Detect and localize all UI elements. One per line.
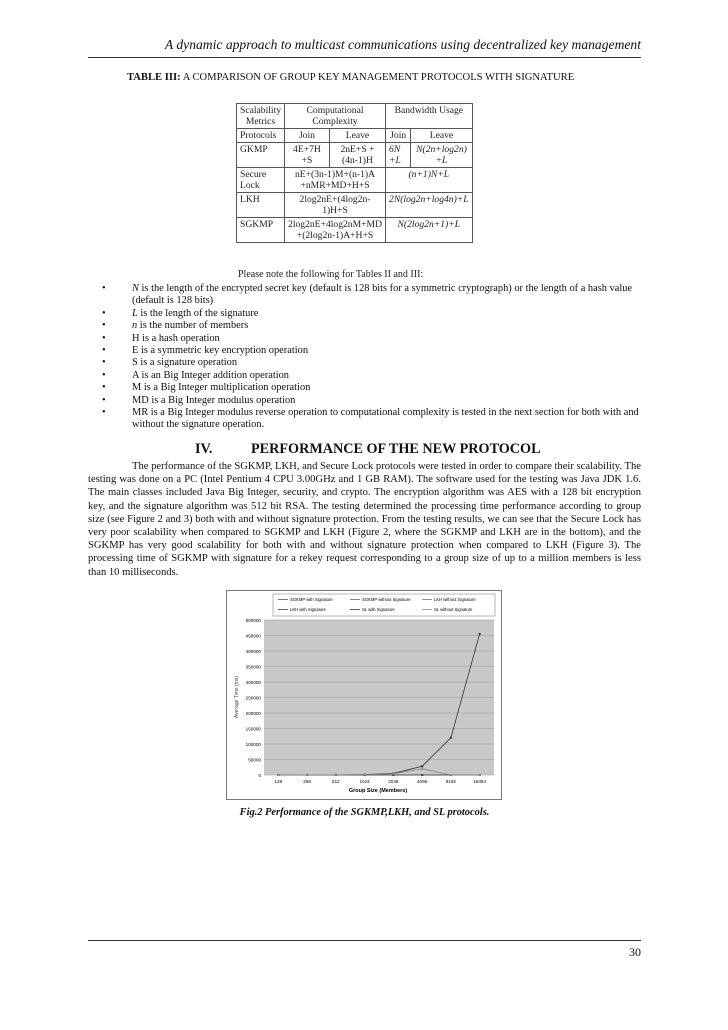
y-axis-label: Average Time (ms) [234,675,240,719]
bullet-text: E is a symmetric key encryption operation [132,345,309,357]
y-tick-label: 250000 [245,695,261,701]
th-join: Join [285,129,330,143]
table-caption [127,72,574,83]
list-item [88,308,643,320]
cell-comp-leave: 2nE+S +(4n-1)H [329,143,385,168]
table-caption-label: TABLE III: [127,72,181,83]
data-point [479,774,481,776]
data-point [421,768,423,770]
data-point [335,774,337,776]
legend-label: SGKMP with Signature [290,597,333,602]
data-point [392,773,394,775]
y-tick-label: 500000 [245,617,261,623]
x-axis-label: Group Size (Members) [348,788,408,794]
cell-bw-join: 6N +L [386,143,411,168]
x-tick-label: 128 [274,779,283,784]
cell-bw-leave: N(2n+log2n) +L [411,143,472,168]
table-caption-text: A COMPARISON OF GROUP KEY MANAGEMENT PROTOCOLS WITH SIGNATURE [180,72,575,83]
x-tick-label: 256 [303,779,311,784]
y-tick-label: 200000 [245,710,261,716]
bullet-text: M is a Big Integer multiplication operation [132,382,311,394]
bullet-text: is the length of the encrypted secret key (default is 128 bits for a symmetric cryptograph) or the length of a hash value (default is 128 bits) [132,283,633,307]
th-bandwidth: Bandwidth Usage [386,104,473,129]
cell-protocol: LKH [237,193,285,218]
section-heading [195,441,541,458]
cell-comp: 2log2nE+(4log2n-1)H+S [285,193,386,218]
list-item [88,407,643,432]
th-leave: Leave [329,129,385,143]
cell-bw: N(2log2n+1)+L [386,218,473,243]
definition-list [88,283,643,432]
cell-protocol: Secure Lock [237,168,285,193]
cell-comp: 2log2nE+4log2nM+MD +(2log2n-1)A+H+S [285,218,386,243]
performance-chart [226,590,502,800]
table-row [237,193,473,218]
cell-protocol: GKMP [237,143,285,168]
x-tick-label: 1024 [359,779,370,784]
bullet-var: n [132,320,138,332]
legend-label: SL without Signature [434,607,473,612]
table-subheader-row [237,129,473,143]
page-number: 30 [629,945,641,959]
bullet-text: is the number of members [137,320,249,332]
list-item [88,395,643,407]
legend-label: SL with Signature [362,607,395,612]
section-title: PERFORMANCE OF THE NEW PROTOCOL [251,441,541,457]
list-item [88,283,643,308]
bullet-text: H is a hash operation [132,332,220,344]
th-scalability: Scalability Metrics [237,104,285,129]
cell-comp: nE+(3n-1)M+(n-1)A +nMR+MD+H+S [285,168,386,193]
comparison-table [236,103,473,243]
data-point [450,737,452,739]
table-header-row [237,104,473,129]
data-point [421,765,423,767]
x-tick-label: 8192 [445,779,456,784]
th-leave-bw: Leave [411,129,472,143]
data-point [306,774,308,776]
th-computational: Computational Complexity [285,104,386,129]
cell-bw: (n+1)N+L [386,168,473,193]
x-tick-label: 512 [332,779,340,784]
section-number: IV. [195,441,213,457]
data-point [421,774,423,776]
table-row [237,218,473,243]
x-tick-label: 4096 [417,779,428,784]
y-tick-label: 100000 [245,741,261,747]
th-protocols: Protocols [237,129,285,143]
legend-label: LKH without Signature [434,597,476,602]
data-point [479,633,481,635]
running-header: A dynamic approach to multicast communications using decentralized key management [164,37,641,52]
y-tick-label: 300000 [245,679,261,685]
figure-caption: Fig.2 Performance of the SGKMP,LKH, and SL protocols. [239,807,490,818]
list-item [88,382,643,394]
legend-label: SGKMP without Signature [362,597,411,602]
data-point [277,774,279,776]
body-paragraph: The performance of the SGKMP, LKH, and Secure Lock protocols were tested in order to compare their scalability. The testing was done on a PC (Intel Pentium 4 CPU 3.00GHz and 1 GB RAM). The software used for the testing was Java JDK 1.6. The main classes included Java Big Integer, security, and crypto. The encryption algorithm was AES with a 128 bit encryption key, and the signature algorithm was 512 bit RSA. The testing determined the processing time performance according to group size (see Figure 2 and 3) both with and without signature protection. From the testing results, we can see that the Secure Lock has very poor scalability when compared to SGKMP and LKH (Figure 2, where the SGKMP and LKH are in the bottom), and the SGKMP has very good scalability for both with and without signature protection when compared to LKH (Figure 3). The processing time of SGKMP with signature for a rekey request corresponding to a group size of up to a million members is less than 10 milliseconds. [88,461,641,578]
y-tick-label: 450000 [245,633,261,639]
y-tick-label: 350000 [245,664,261,670]
bullet-var: N [132,283,139,294]
table-note: Please note the following for Tables II and III: [238,269,424,280]
bullet-text: MR is a Big Integer modulus reverse operation to computational complexity is tested in the next section for both with and without the signature operation. [132,407,639,431]
bullet-text: A is an Big Integer addition operation [132,369,289,381]
list-item [88,357,643,369]
table-row [237,143,473,168]
cell-comp-join: 4E+7H +S [285,143,330,168]
table-row [237,168,473,193]
y-tick-label: 0 [258,772,261,778]
cell-protocol: SGKMP [237,218,285,243]
list-item [88,320,643,332]
bullet-text: is the length of the signature [137,307,259,319]
bullet-var: L [132,307,138,319]
list-item [88,333,643,345]
y-tick-label: 400000 [245,648,261,654]
x-tick-label: 2048 [388,779,399,784]
legend-label: LKH with Signature [290,607,326,612]
bullet-text: MD is a Big Integer modulus operation [132,394,296,406]
y-tick-label: 150000 [245,726,261,732]
data-point [364,774,366,776]
x-tick-label: 16384 [473,779,487,784]
y-tick-label: 50000 [248,757,261,763]
th-join-bw: Join [386,129,411,143]
list-item [88,370,643,382]
cell-bw: 2N(log2n+log4n)+L [386,193,473,218]
data-point [450,774,452,776]
header-rule [88,57,641,58]
footer-rule [88,940,641,941]
list-item [88,345,643,357]
bullet-text: S is a signature operation [132,357,238,369]
